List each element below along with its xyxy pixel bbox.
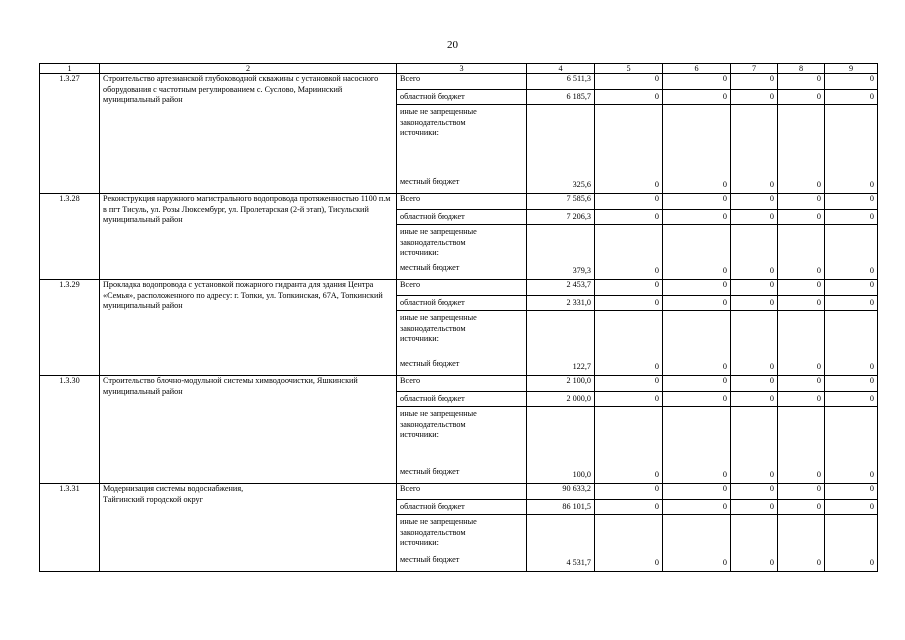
source-other-line: источники: (400, 430, 439, 440)
amount-cell: 0 (731, 407, 778, 484)
source-other-line: источники: (400, 334, 439, 344)
source-other-line: местный бюджет (400, 554, 460, 564)
item-name: Модернизация системы водоснабжения, Тайгинский городской округ (100, 484, 397, 572)
amount-cell: 0 (825, 296, 878, 311)
source-other-line: местный бюджет (400, 466, 460, 476)
amount-cell: 0 (731, 515, 778, 572)
source-other-line: законодательством (400, 117, 466, 127)
amount-cell: 0 (731, 194, 778, 210)
source-total-label: Всего (397, 194, 527, 210)
amount-cell: 0 (731, 484, 778, 500)
amount-cell: 0 (663, 392, 731, 407)
source-other-label (397, 311, 527, 376)
table-row (40, 484, 878, 500)
amount-cell: 0 (595, 225, 663, 280)
amount-cell: 0 (663, 74, 731, 90)
amount-cell: 0 (778, 74, 825, 90)
source-other-line: иные не запрещенные (400, 409, 477, 418)
source-other-label (397, 407, 527, 484)
amount-cell: 0 (663, 194, 731, 210)
amount-cell: 379,3 (527, 225, 595, 280)
amount-cell: 0 (825, 515, 878, 572)
amount-cell: 0 (778, 376, 825, 392)
source-total-label: Всего (397, 376, 527, 392)
column-number-3: 3 (397, 64, 527, 74)
amount-cell: 0 (595, 392, 663, 407)
amount-cell: 0 (595, 105, 663, 194)
table-row (40, 376, 878, 392)
amount-cell: 0 (731, 500, 778, 515)
amount-cell: 0 (731, 74, 778, 90)
source-other-line: иные не запрещенные (400, 227, 477, 236)
source-other-line: источники: (400, 538, 439, 548)
amount-cell: 0 (595, 74, 663, 90)
column-number-4: 4 (527, 64, 595, 74)
amount-cell: 0 (825, 74, 878, 90)
amount-cell: 0 (778, 225, 825, 280)
amount-cell: 0 (663, 500, 731, 515)
column-number-1: 1 (40, 64, 100, 74)
source-other-line: законодательством (400, 323, 466, 333)
amount-cell: 0 (663, 296, 731, 311)
table-body (40, 74, 878, 572)
amount-cell: 0 (663, 484, 731, 500)
amount-cell: 0 (663, 515, 731, 572)
amount-cell: 122,7 (527, 311, 595, 376)
amount-cell: 0 (731, 392, 778, 407)
amount-cell: 0 (663, 407, 731, 484)
amount-cell: 0 (825, 105, 878, 194)
amount-cell: 0 (595, 515, 663, 572)
amount-cell: 0 (731, 311, 778, 376)
amount-cell: 2 453,7 (527, 280, 595, 296)
table-row (40, 194, 878, 210)
amount-cell: 0 (731, 90, 778, 105)
amount-cell: 0 (663, 105, 731, 194)
source-other-line: иные не запрещенные (400, 313, 477, 322)
source-other-label (397, 225, 527, 280)
amount-cell: 0 (778, 296, 825, 311)
amount-cell: 0 (825, 225, 878, 280)
item-name: Строительство блочно-модульной системы химводоочистки, Яшкинский муниципальный район (100, 376, 397, 484)
source-regional-label: областной бюджет (397, 500, 527, 515)
source-other-line: источники: (400, 128, 439, 138)
amount-cell: 0 (778, 484, 825, 500)
amount-cell: 0 (825, 90, 878, 105)
amount-cell: 0 (825, 210, 878, 225)
amount-cell: 0 (825, 484, 878, 500)
amount-cell: 7 585,6 (527, 194, 595, 210)
item-code: 1.3.29 (40, 280, 100, 376)
source-total-label: Всего (397, 280, 527, 296)
amount-cell: 0 (595, 407, 663, 484)
source-other-line: источники: (400, 248, 439, 258)
amount-cell: 0 (778, 500, 825, 515)
source-total-label: Всего (397, 484, 527, 500)
source-other-label (397, 515, 527, 572)
amount-cell: 0 (663, 210, 731, 225)
source-other-line: иные не запрещенные (400, 517, 477, 526)
amount-cell: 0 (595, 376, 663, 392)
amount-cell: 0 (778, 407, 825, 484)
item-code: 1.3.27 (40, 74, 100, 194)
amount-cell: 0 (595, 210, 663, 225)
column-number-8: 8 (778, 64, 825, 74)
amount-cell: 0 (825, 407, 878, 484)
item-code: 1.3.30 (40, 376, 100, 484)
amount-cell: 0 (595, 296, 663, 311)
item-code: 1.3.31 (40, 484, 100, 572)
source-other-line: иные не запрещенные (400, 107, 477, 116)
amount-cell: 0 (825, 280, 878, 296)
source-regional-label: областной бюджет (397, 90, 527, 105)
item-name: Прокладка водопровода с установкой пожарного гидранта для здания Центра «Семья», расположенного по адресу: г. Топки, ул. Топкинская, 67А, Топкинский муниципальный район (100, 280, 397, 376)
table-row (40, 280, 878, 296)
amount-cell: 0 (731, 225, 778, 280)
source-regional-label: областной бюджет (397, 392, 527, 407)
amount-cell: 2 000,0 (527, 392, 595, 407)
source-other-line: законодательством (400, 419, 466, 429)
amount-cell: 2 100,0 (527, 376, 595, 392)
amount-cell: 0 (595, 484, 663, 500)
amount-cell: 0 (825, 311, 878, 376)
item-code: 1.3.28 (40, 194, 100, 280)
page-number: 20 (447, 39, 458, 51)
amount-cell: 0 (731, 210, 778, 225)
amount-cell: 6 511,3 (527, 74, 595, 90)
source-regional-label: областной бюджет (397, 210, 527, 225)
budget-table (39, 63, 878, 572)
amount-cell: 0 (595, 311, 663, 376)
amount-cell: 0 (595, 500, 663, 515)
item-name: Реконструкция наружного магистрального водопровода протяженностью 1100 п.м в пгт Тисуль, ул. Розы Люксембург, ул. Пролетарская (2-й этап), Тисульский муниципальный район (100, 194, 397, 280)
amount-cell: 4 531,7 (527, 515, 595, 572)
amount-cell: 0 (731, 105, 778, 194)
amount-cell: 0 (778, 311, 825, 376)
source-other-line: законодательством (400, 237, 466, 247)
column-number-5: 5 (595, 64, 663, 74)
column-number-7: 7 (731, 64, 778, 74)
source-other-line: местный бюджет (400, 262, 460, 272)
amount-cell: 0 (663, 311, 731, 376)
table-row (40, 74, 878, 90)
source-other-line: местный бюджет (400, 358, 460, 368)
amount-cell: 0 (595, 280, 663, 296)
amount-cell: 90 633,2 (527, 484, 595, 500)
amount-cell: 0 (731, 280, 778, 296)
amount-cell: 0 (663, 90, 731, 105)
amount-cell: 0 (595, 90, 663, 105)
amount-cell: 0 (663, 280, 731, 296)
column-number-9: 9 (825, 64, 878, 74)
column-number-2: 2 (100, 64, 397, 74)
amount-cell: 0 (731, 296, 778, 311)
amount-cell: 0 (825, 194, 878, 210)
amount-cell: 0 (778, 90, 825, 105)
amount-cell: 0 (778, 105, 825, 194)
column-number-row (40, 64, 878, 74)
amount-cell: 0 (595, 194, 663, 210)
source-other-line: законодательством (400, 527, 466, 537)
amount-cell: 6 185,7 (527, 90, 595, 105)
source-other-label (397, 105, 527, 194)
amount-cell: 0 (778, 392, 825, 407)
column-number-6: 6 (663, 64, 731, 74)
amount-cell: 2 331,0 (527, 296, 595, 311)
amount-cell: 0 (825, 392, 878, 407)
amount-cell: 86 101,5 (527, 500, 595, 515)
amount-cell: 100,0 (527, 407, 595, 484)
amount-cell: 0 (663, 225, 731, 280)
source-regional-label: областной бюджет (397, 296, 527, 311)
item-name: Строительство артезианской глубоководной скважины с установкой насосного оборудования с частотным регулированием с. Суслово, Мариинский муниципальный район (100, 74, 397, 194)
amount-cell: 0 (731, 376, 778, 392)
amount-cell: 0 (778, 280, 825, 296)
source-other-line: местный бюджет (400, 176, 460, 186)
amount-cell: 325,6 (527, 105, 595, 194)
amount-cell: 7 206,3 (527, 210, 595, 225)
amount-cell: 0 (778, 194, 825, 210)
amount-cell: 0 (778, 210, 825, 225)
amount-cell: 0 (778, 515, 825, 572)
amount-cell: 0 (825, 500, 878, 515)
source-total-label: Всего (397, 74, 527, 90)
amount-cell: 0 (663, 376, 731, 392)
amount-cell: 0 (825, 376, 878, 392)
